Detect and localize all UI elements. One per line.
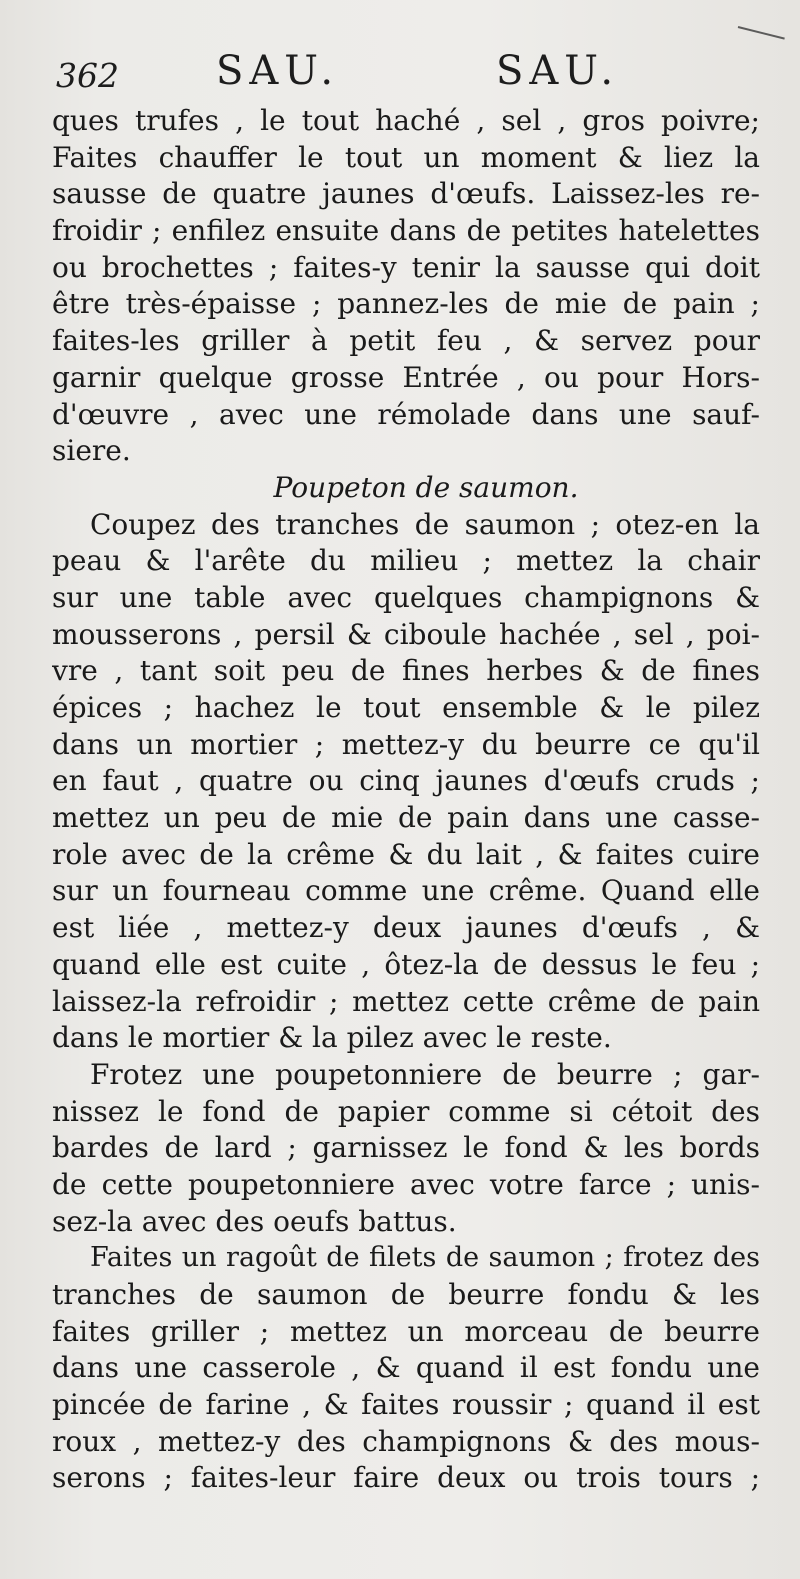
text-line: peau & l'arête du milieu ; mettez la chair <box>52 544 760 578</box>
text-line: Frotez une poupetonniere de beurre ; gar- <box>90 1057 760 1091</box>
text-line: vre , tant soit peu de fines herbes & de fines <box>52 654 760 688</box>
text-line: bardes de lard ; garnissez le fond & les bords <box>52 1131 760 1165</box>
text-line: roux , mettez-y des champignons & des mous- <box>52 1424 760 1458</box>
text-line: dans une casserole , & quand il est fondu une <box>52 1351 760 1385</box>
text-line: est liée , mettez-y deux jaunes d'œufs , & <box>52 911 760 945</box>
text-line: tranches de saumon de beurre fondu & les <box>52 1278 760 1311</box>
text-line: Coupez des tranches de saumon ; otez-en la <box>90 507 760 541</box>
text-line: mousserons , persil & ciboule hachée , sel , poi- <box>52 617 760 651</box>
text-line: Faites chauffer le tout un moment & liez la <box>52 140 760 174</box>
text-line: quand elle est cuite , ôtez-la de dessus le feu ; <box>52 947 760 981</box>
text-line: Faites un ragoût de filets de saumon ; frotez des <box>90 1242 760 1274</box>
text-line: épices ; hachez le tout ensemble & le pilez <box>52 691 760 724</box>
text-line: siere. <box>52 434 131 468</box>
section-title: Poupeton de saumon. <box>273 470 579 504</box>
text-line: garnir quelque grosse Entrée , ou pour Hors- <box>52 360 760 394</box>
text-line: ques trufes , le tout haché , sel , gros poivre; <box>52 104 760 137</box>
text-line: sur une table avec quelques champignons & <box>52 580 760 614</box>
running-head-right: SAU. <box>496 48 620 94</box>
text-line: dans un mortier ; mettez-y du beurre ce qu'il <box>52 727 760 761</box>
text-line: froidir ; enfilez ensuite dans de petites hatelettes <box>52 214 760 248</box>
page-header <box>56 46 756 102</box>
text-line: d'œuvre , avec une rémolade dans une sauf- <box>52 397 760 431</box>
text-line: de cette poupetonniere avec votre farce ; unis- <box>52 1167 760 1201</box>
text-line: nissez le fond de papier comme si cétoit des <box>52 1094 760 1128</box>
text-line: laissez-la refroidir ; mettez cette crême de pain <box>52 984 760 1018</box>
text-line: sausse de quatre jaunes d'œufs. Laissez-les re- <box>52 177 760 211</box>
page-number: 362 <box>56 56 119 95</box>
text-line: faites-les griller à petit feu , & servez pour <box>52 324 760 358</box>
running-head-left: SAU. <box>216 48 340 94</box>
text-line: être très-épaisse ; pannez-les de mie de pain ; <box>52 287 760 321</box>
text-line: dans le mortier & la pilez avec le reste. <box>52 1021 612 1055</box>
body-text <box>52 103 760 1497</box>
text-line: sur un fourneau comme une crême. Quand elle <box>52 874 760 908</box>
text-line: serons ; faites-leur faire deux ou trois tours ; <box>52 1461 760 1495</box>
text-line: en faut , quatre ou cinq jaunes d'œufs cruds ; <box>52 764 760 798</box>
text-line: pincée de farine , & faites roussir ; quand il est <box>52 1388 760 1422</box>
text-line: faites griller ; mettez un morceau de beurre <box>52 1314 760 1348</box>
text-line: mettez un peu de mie de pain dans une casse- <box>52 801 760 835</box>
text-line: ou brochettes ; faites-y tenir la sausse qui doit <box>52 250 760 284</box>
text-line: sez-la avec des oeufs battus. <box>52 1204 457 1238</box>
page-edge-mark <box>738 26 785 40</box>
text-line: role avec de la crême & du lait , & faites cuire <box>52 837 760 871</box>
